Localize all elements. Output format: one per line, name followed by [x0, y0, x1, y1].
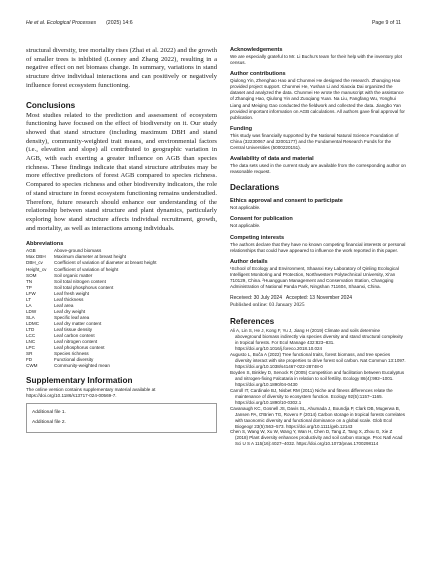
acknowledgements-heading: Acknowledgements [230, 47, 283, 53]
received-accepted-dates: Received: 30 July 2024 Accepted: 13 November 2024 [230, 295, 353, 302]
abbreviation-definition: Leaf nitrogen content [54, 339, 98, 345]
funding-section [230, 126, 406, 151]
abbreviation-definition: Leaf carbon content [54, 333, 95, 339]
supplementary-heading: Supplementary Information [26, 376, 133, 386]
published-date: Published online: 03 January 2025 [230, 301, 305, 308]
abbreviation-definition: Maximum diameter at breast height [54, 254, 126, 260]
availability-text: The data sets used in the current study are available from the corresponding author on reasonable request. [230, 163, 406, 175]
abbreviation-definition: Soil organic matter [54, 272, 93, 278]
abbreviation-definition: Community-weighted mean [54, 363, 110, 369]
abbreviation-definition: Soil total phosphorus content [54, 284, 114, 290]
abbreviation-term: TN [26, 278, 33, 284]
abbreviation-term: LTD [26, 326, 35, 332]
abbreviations-table [26, 248, 157, 369]
abbreviation-definition: Leaf tissue density [54, 326, 93, 332]
competing-interests-text: The authors declare that they have no known competing financial interests or personal relationships that could have appeared to influence the work reported in this paper. [230, 241, 406, 253]
abbreviations-section [26, 241, 217, 369]
intro-paragraph: structural diversity, tree mortality rises (Zhai et al. 2022) and the growth of smaller trees is inhibited (Looney and Zhang 2022), resulting in a negative effect on net biomass change. In summary, variations in stand structure drive individual interactions and can positively or negatively influence forest ecosystem functioning. [26, 47, 217, 89]
journal-year: (2025) 14:6 [106, 20, 133, 26]
references-list [230, 328, 406, 447]
abbreviation-definition: Specific leaf area [54, 314, 90, 320]
availability-section [230, 156, 406, 175]
abbreviation-definition: Above-ground biomass [54, 248, 102, 254]
ethics-section [230, 198, 406, 211]
competing-interests-section [230, 235, 406, 254]
abbreviation-definition: Functional diversity [54, 357, 94, 363]
abbreviation-definition: Leaf thickness [54, 296, 84, 302]
abbreviation-definition: Leaf dry matter content [54, 320, 102, 326]
conclusions-body [26, 112, 217, 234]
abbreviation-term: SLA [26, 314, 35, 320]
abbreviation-term: LDW [26, 308, 37, 314]
running-header [26, 20, 401, 30]
publication-dates [230, 295, 406, 308]
abbreviation-definition: Species richness [54, 351, 89, 357]
funding-heading: Funding [230, 125, 253, 132]
reference-item: Boyden S, Binkley D, Senock R (2005) Competition and facilitation between Eucalyptus and nitrogen-fixing Falcataria in relation to soil fertility. Ecology 86(4):992–1001. https://doi.org/10.1890/04-0430 [230, 369, 405, 387]
reference-item: Chen S, Wang W, Xu W, Wang Y, Wan H, Chen D, Tang Z, Tang X, Zhou G, Xie Z (2018) Plant diversity enhances productivity and soil carbon storage. Proc Natl Acad Sci U S A 115(16):4027–4032. https://doi.org/10.1073/pnas.1700298114 [230, 429, 403, 447]
left-column [26, 47, 217, 433]
abbreviation-definition: Leaf phosphorus content [54, 345, 105, 351]
abbreviation-term: SOM [26, 272, 37, 278]
abbreviation-term: DBH_cv [26, 260, 43, 266]
abbreviation-term: LPC [26, 345, 35, 351]
abbreviation-definition: Coefficient of variation of diameter at breast height [54, 260, 157, 266]
conclusions-heading: Conclusions [26, 100, 76, 110]
conclusions-paragraph: Most studies related to the prediction and assessment of ecosystem functioning have focused on the effect of biodiversity on it. Our study showed that stand structure (including maximum DBH and stand density), community-weighted trait means, and environmental factors (i.e., elevation and slope) all contributed to geographic variation in AGB, with each exerting a greater influence on AGB than species richness. These findings indicate that stand structure attributes may be more effective predictors of forest AGB compared to species richness. Compared to species richness and other biodiversity indicators, the role of stand structure in forest ecosystem functioning remains understudied. Therefore, future research should enhance our understanding of the relationship between stand structure and plant dynamics, particularly exploring how stand structure affects individual recruitment, growth, and mortality, as well as interactions among individuals. [26, 111, 217, 232]
page-number: Page 9 of 11 [371, 20, 401, 26]
abbreviations-heading: Abbreviations [26, 241, 64, 248]
references-heading: References [230, 317, 275, 327]
abbreviation-term: TP [26, 284, 32, 290]
reference-item: Augusto L, Boča A (2022) Tree functional traits, forest biomass, and tree species diversity interact with site properties to drive forest soil carbon. Nat Commun 13:1097. https://doi.org/10.1038/s41467-022-28748-0 [230, 352, 406, 369]
declarations-heading: Declarations [230, 183, 280, 193]
consent-section [230, 216, 406, 229]
abbreviation-term: LDMC [26, 320, 40, 326]
abbreviation-definition: Leaf area [54, 302, 74, 308]
supplementary-section [26, 376, 217, 433]
consent-heading: Consent for publication [230, 216, 293, 223]
abbreviation-term: AGB [26, 248, 36, 254]
references-section [230, 317, 406, 447]
contributions-text: Qiulong Yin, Zhenghao Hao and Chunmei He designed the research. Zhanqing Hao provided project support. Chunmei He, Yushan Li and Xiaoxia Dai organized the dataset and analyzed the data. Chunmei He wrote the manuscript with the assistance of Zhanqing Hao, Qiulong Yin and Zuoqiang Yuan. Na Liu, Fangfang Wu, Yonghui Liang and Meiqing Gao conducted the fieldwork and collected the data. Jiangbo Yan provided important information on AGB calculations. All authors gave final approval for publication. [230, 78, 405, 120]
abbreviation-term: LA [26, 302, 32, 308]
reference-item: Cavanaugh KC, Gosnell JS, Davis SL, Ahumada J, Boundja P, Clark DB, Mugerwa B, Jansen PA, O'Brien TG, Rovero F (2014) Carbon storage in tropical forests correlates with taxonomic diversity and functional dominance on a global scale. Glob Ecol Biogeogr 23(5):563–573. https://doi.org/10.1111/geb.12143 [230, 405, 406, 429]
additional-files-box [26, 403, 217, 433]
journal-name: He et al. Ecological Processes [26, 20, 97, 26]
author-details-heading: Author details [230, 258, 268, 265]
competing-interests-heading: Competing interests [230, 234, 285, 241]
consent-text: Not applicable. [230, 223, 261, 229]
ethics-text: Not applicable. [230, 205, 261, 211]
additional-file-1[interactable]: Additional file 1. [32, 410, 66, 416]
abbreviation-row [26, 363, 157, 369]
abbreviation-term: LNC [26, 339, 36, 345]
additional-file-2[interactable]: Additional file 2. [32, 420, 66, 426]
abbreviation-definition: Soil total nitrogen content [54, 278, 106, 284]
reference-item: Ali A, Lin S, He J, Kong F, Yu J, Jiang H (2019) Climate and soils determine aboveground biomass indirectly via species diversity and stand structural complexity in tropical forests. For Ecol Manage 432:823–831. https://doi.org/10.1016/j.foreco.2018.10.024 [230, 328, 403, 352]
abbreviation-term: LT [26, 296, 32, 302]
funding-text: This study was financially supported by the National Natural Science Foundation of China (32230067 and 32001177) and the Fundamental Research Funds for the Central Universities (5000220151). [230, 132, 399, 151]
ethics-heading: Ethics approval and consent to participate [230, 198, 343, 205]
conclusions-section [26, 101, 217, 234]
abbreviation-term: LCC [26, 333, 36, 339]
acknowledgements-text: We are especially grateful to Mr. Li Buchu's team for their help with the inventory plot census. [230, 54, 402, 66]
availability-heading: Availability of data and material [230, 156, 314, 163]
abbreviation-term: FD [26, 357, 33, 363]
right-column [230, 47, 406, 447]
abbreviation-term: Height_cv [26, 266, 47, 272]
abbreviation-term: SR [26, 351, 33, 357]
abbreviation-definition: Coefficient of variation of height [54, 266, 119, 272]
abbreviation-term: LFW [26, 290, 36, 296]
intro-paragraph-block [26, 47, 217, 91]
author-details-text: ¹School of Ecology and Environment, Shaanxi Key Laboratory of Qinling Ecological Intelligent Monitoring and Protection, Northwestern Polytechnical University, Xi'an 710129, China. ²Huangguan Management and Conservation Station, Changqing Administration of National Panda Park, Ningshan 711604, Shaanxi, China. [230, 265, 399, 289]
abbreviation-definition: Leaf fresh weight [54, 290, 89, 296]
abbreviation-term: CWM [26, 363, 38, 369]
supplementary-text: The online version contains supplementary material available at https://doi.org/10.1186/s13717-024-00569-7. [26, 387, 156, 399]
acknowledgements-section [230, 47, 406, 66]
reference-item: Carroll IT, Cardinale BJ, Nisbet RM (2011) Niche and fitness differences relate the maintenance of diversity to ecosystem function. Ecology 92(5):1157–1165. https://doi.org/10.1890/10-0302.1 [230, 387, 393, 405]
journal-citation [26, 20, 133, 26]
contributions-section [230, 71, 406, 121]
contributions-heading: Author contributions [230, 71, 286, 78]
author-details-section [230, 259, 406, 290]
abbreviation-definition: Leaf dry weight [54, 308, 86, 314]
abbreviation-term: Max DBH [26, 254, 46, 260]
